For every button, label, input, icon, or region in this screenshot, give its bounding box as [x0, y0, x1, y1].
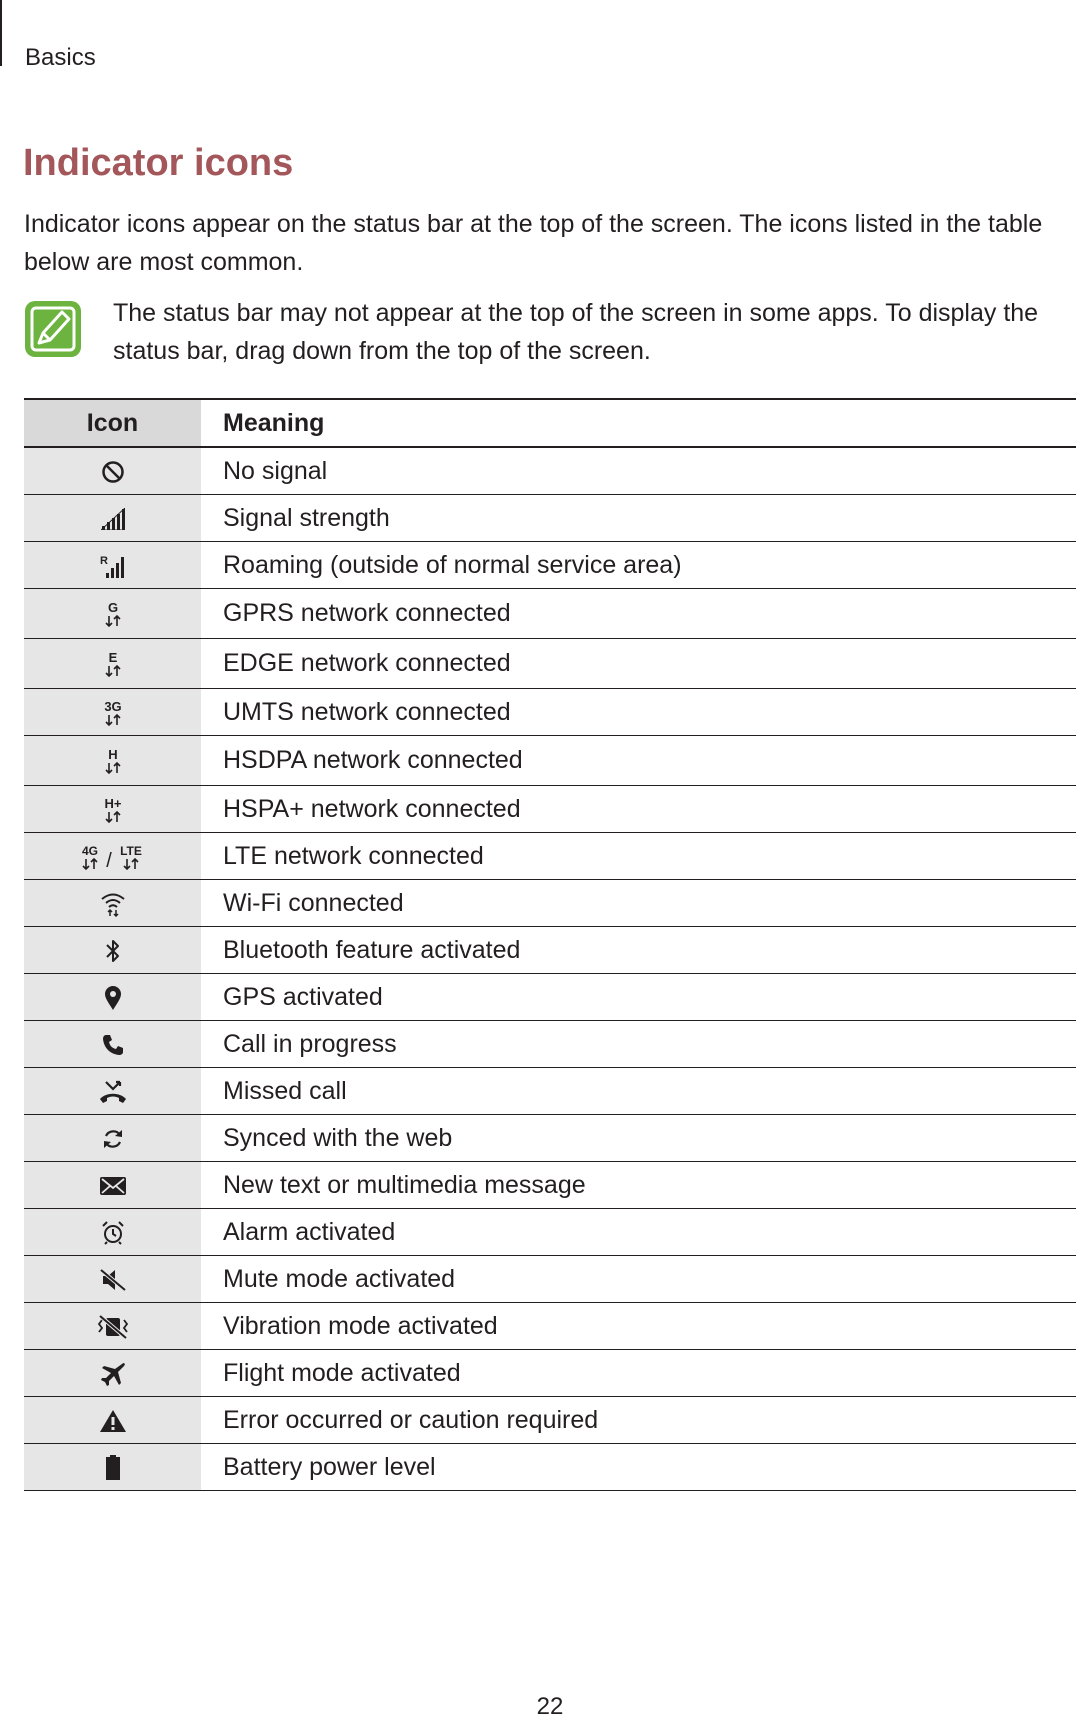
bluetooth-icon — [103, 938, 123, 964]
call-icon — [101, 1033, 125, 1057]
gps-icon — [103, 985, 123, 1011]
table-row — [24, 542, 1076, 589]
note-pencil-icon — [24, 300, 82, 358]
meaning-text: No signal — [201, 447, 1076, 495]
roaming-icon — [100, 554, 126, 578]
lte-icon — [80, 843, 146, 871]
meaning-text: Battery power level — [201, 1444, 1076, 1491]
meaning-text: Signal strength — [201, 495, 1076, 542]
hsdpa-icon — [98, 747, 128, 775]
gprs-glyph: G — [107, 600, 118, 616]
table-row — [24, 1303, 1076, 1350]
meaning-text: Mute mode activated — [201, 1256, 1076, 1303]
meaning-text: GPS activated — [201, 974, 1076, 1021]
table-row — [24, 1350, 1076, 1397]
meaning-text: Bluetooth feature activated — [201, 927, 1076, 974]
header-meaning: Meaning — [201, 399, 1076, 447]
battery-icon — [105, 1455, 121, 1481]
caution-icon — [99, 1409, 127, 1433]
gprs-icon — [98, 600, 128, 628]
edge-glyph: E — [108, 650, 117, 666]
meaning-text: Roaming (outside of normal service area) — [201, 542, 1076, 589]
meaning-text: GPRS network connected — [201, 589, 1076, 639]
section-header: Basics — [25, 44, 96, 71]
table-header-row — [24, 399, 1076, 447]
table-row — [24, 447, 1076, 495]
meaning-text: Wi-Fi connected — [201, 880, 1076, 927]
meaning-text: LTE network connected — [201, 833, 1076, 880]
umts-glyph: 3G — [103, 698, 122, 714]
hspa-plus-glyph: H+ — [104, 795, 121, 811]
table-row — [24, 974, 1076, 1021]
table-row — [24, 1115, 1076, 1162]
table-row — [24, 1209, 1076, 1256]
hsdpa-glyph: H — [107, 747, 118, 763]
wifi-icon — [99, 891, 127, 917]
table-row — [24, 880, 1076, 927]
page-number: 22 — [536, 1693, 564, 1720]
meaning-text: HSPA+ network connected — [201, 786, 1076, 833]
edge-icon — [98, 650, 128, 678]
meaning-text: Missed call — [201, 1068, 1076, 1115]
meaning-text: Vibration mode activated — [201, 1303, 1076, 1350]
meaning-text: Error occurred or caution required — [201, 1397, 1076, 1444]
meaning-text: HSDPA network connected — [201, 736, 1076, 786]
vibration-icon — [96, 1315, 130, 1339]
missed-call-icon — [98, 1080, 128, 1104]
table-row — [24, 689, 1076, 736]
lte-glyph-lte: LTE — [119, 843, 142, 858]
table-row — [24, 639, 1076, 689]
signal-strength-icon — [101, 508, 125, 530]
sync-icon — [101, 1127, 125, 1151]
table-row — [24, 927, 1076, 974]
flight-mode-icon — [100, 1361, 126, 1387]
meaning-text: Flight mode activated — [201, 1350, 1076, 1397]
alarm-icon — [101, 1221, 125, 1245]
margin-rule — [0, 0, 2, 66]
page-title: Indicator icons — [23, 142, 294, 184]
meaning-text: UMTS network connected — [201, 689, 1076, 736]
table-row — [24, 1444, 1076, 1491]
umts-icon — [98, 699, 128, 727]
lte-separator: / — [105, 849, 112, 871]
indicator-icons-table — [24, 398, 1076, 1491]
table-row — [24, 589, 1076, 639]
table-row — [24, 1162, 1076, 1209]
mute-icon — [99, 1268, 127, 1292]
table-row — [24, 833, 1076, 880]
intro-paragraph: Indicator icons appear on the status bar at the top of the screen. The icons listed in the table below are most common. — [24, 210, 1043, 276]
note-text: The status bar may not appear at the top of the screen in some apps. To display the status bar, drag down from the top of the screen. — [113, 299, 1039, 365]
meaning-text: Call in progress — [201, 1021, 1076, 1068]
table-row — [24, 1068, 1076, 1115]
header-icon: Icon — [24, 399, 201, 447]
lte-glyph-4g: 4G — [81, 843, 98, 858]
table-row — [24, 786, 1076, 833]
table-row — [24, 1021, 1076, 1068]
meaning-text: New text or multimedia message — [201, 1162, 1076, 1209]
table-row — [24, 1397, 1076, 1444]
hspa-plus-icon — [98, 796, 128, 824]
message-icon — [99, 1176, 127, 1196]
table-row — [24, 736, 1076, 786]
meaning-text: Synced with the web — [201, 1115, 1076, 1162]
meaning-text: EDGE network connected — [201, 639, 1076, 689]
table-row — [24, 1256, 1076, 1303]
no-signal-icon — [101, 460, 125, 484]
meaning-text: Alarm activated — [201, 1209, 1076, 1256]
table-row — [24, 495, 1076, 542]
roaming-glyph: R — [99, 554, 108, 567]
